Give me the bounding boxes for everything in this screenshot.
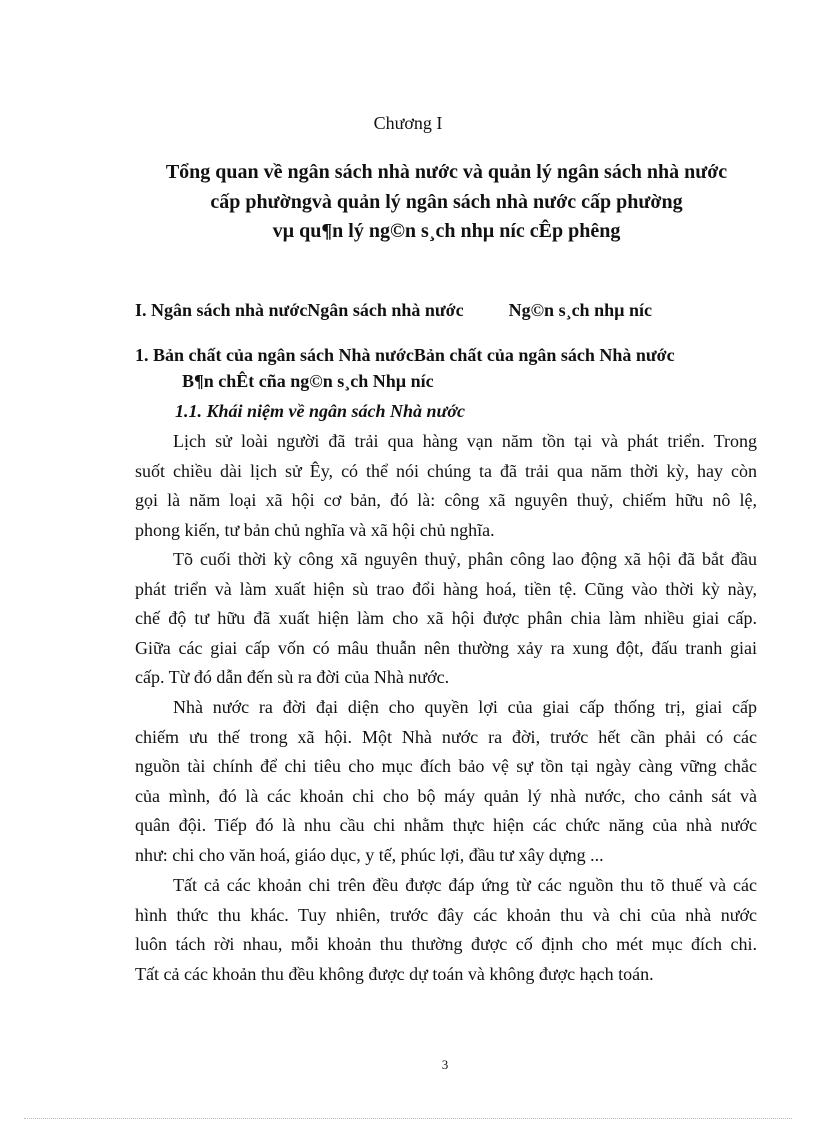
chapter-title-line-1: Tổng quan về ngân sách nhà nước và quản lý ngân sách nhà nước <box>165 161 728 183</box>
paragraph-line: gọi là năm loại xã hội cơ bản, đó là: công xã nguyên thuỷ, chiếm hữu nô lệ, <box>135 490 757 510</box>
paragraph-1 <box>135 427 757 545</box>
paragraph-line: chiếm ưu thế trong xã hội. Một Nhà nước ra đời, trước hết cần phải có các <box>135 726 757 747</box>
paragraph-line: của mình, đó là các khoản chi cho bộ máy quản lý nhà nước, cho cảnh sát và <box>135 785 757 806</box>
paragraph-line: phong kiến, tư bản chủ nghĩa và xã hội chủ nghĩa. <box>135 519 495 540</box>
chapter-label: Chương I <box>373 113 443 133</box>
paragraph-line: cấp. Từ đó dẫn đến sù ra đời của Nhà nước. <box>135 667 450 687</box>
chapter-title-line-2: cấp phườngvà quản lý ngân sách nhà nước cấp phường <box>210 191 683 213</box>
paragraph-line: Nhà nước ra đời đại diện cho quyền lợi của giai cấp thống trị, giai cấp <box>173 697 757 717</box>
paragraph-line: Tõ cuối thời kỳ công xã nguyên thuỷ, phân công lao động xã hội đã bắt đầu <box>173 549 757 569</box>
paragraph-line: nguồn tài chính để chi tiêu cho mục đích bảo vệ sự tồn tại ngày càng vững chắc <box>135 756 757 776</box>
chapter-title-line-3: vµ qu¶n lý ng©n s¸ch nhµ níc cÊp phêng <box>272 220 621 242</box>
subsection-heading-1-line-1: 1. Bản chất của ngân sách Nhà nướcBản chất của ngân sách Nhà nước <box>135 345 675 365</box>
paragraph-line: quân đội. Tiếp đó là nhu cầu chi nhằm thực hiện các chức năng của nhà nước <box>135 815 757 835</box>
page-number: 3 <box>441 1057 449 1072</box>
paragraph-4 <box>135 871 757 989</box>
paragraph-line: chế độ tư hữu đã xuất hiện làm cho xã hội được phân chia làm nhiều giai cấp. <box>135 608 757 628</box>
paragraph-line: Lịch sử loài người đã trải qua hàng vạn năm tồn tại và phát triển. Trong <box>173 431 757 451</box>
subsection-heading-1-line-2: B¶n chÊt cña ng©n s¸ch Nhµ níc <box>182 371 434 391</box>
paragraph-line: như: chi cho văn hoá, giáo dục, y tế, phúc lợi, đầu tư xây dựng ... <box>135 844 604 865</box>
section-heading-1: I. Ngân sách nhà nướcNgân sách nhà nước Ng©n s¸ch nhµ níc <box>135 300 652 320</box>
paragraph-line: phát triển và làm xuất hiện sù trao đổi hàng hoá, tiền tệ. Cũng vào thời kỳ này, <box>135 578 757 599</box>
paragraph-3 <box>135 693 757 870</box>
paragraph-line: Giữa các giai cấp vốn có mâu thuẫn nên thường xảy ra xung đột, đấu tranh giai <box>135 637 757 658</box>
subsubsection-heading-1-1: 1.1. Khái niệm về ngân sách Nhà nước <box>175 401 465 421</box>
paragraph-line: Tất cả các khoản chi trên đều được đáp ứng từ các nguồn thu tõ thuế và các <box>173 875 757 895</box>
paragraph-2 <box>135 545 757 693</box>
paragraph-line: suốt chiều dài lịch sử Êy, có thể nói chúng ta đã trải qua năm thời kỳ, hay còn <box>135 460 757 481</box>
page-bottom-divider <box>24 1118 792 1119</box>
paragraph-line: luôn tách rời nhau, mỗi khoản thu thường được cố định cho mét mục đích chi. <box>135 934 757 954</box>
paragraph-line: hình thức thu khác. Tuy nhiên, trước đây các khoản thu và chi của nhà nước <box>135 904 757 925</box>
paragraph-line: Tất cả các khoản thu đều không được dự toán và không được hạch toán. <box>135 963 654 984</box>
